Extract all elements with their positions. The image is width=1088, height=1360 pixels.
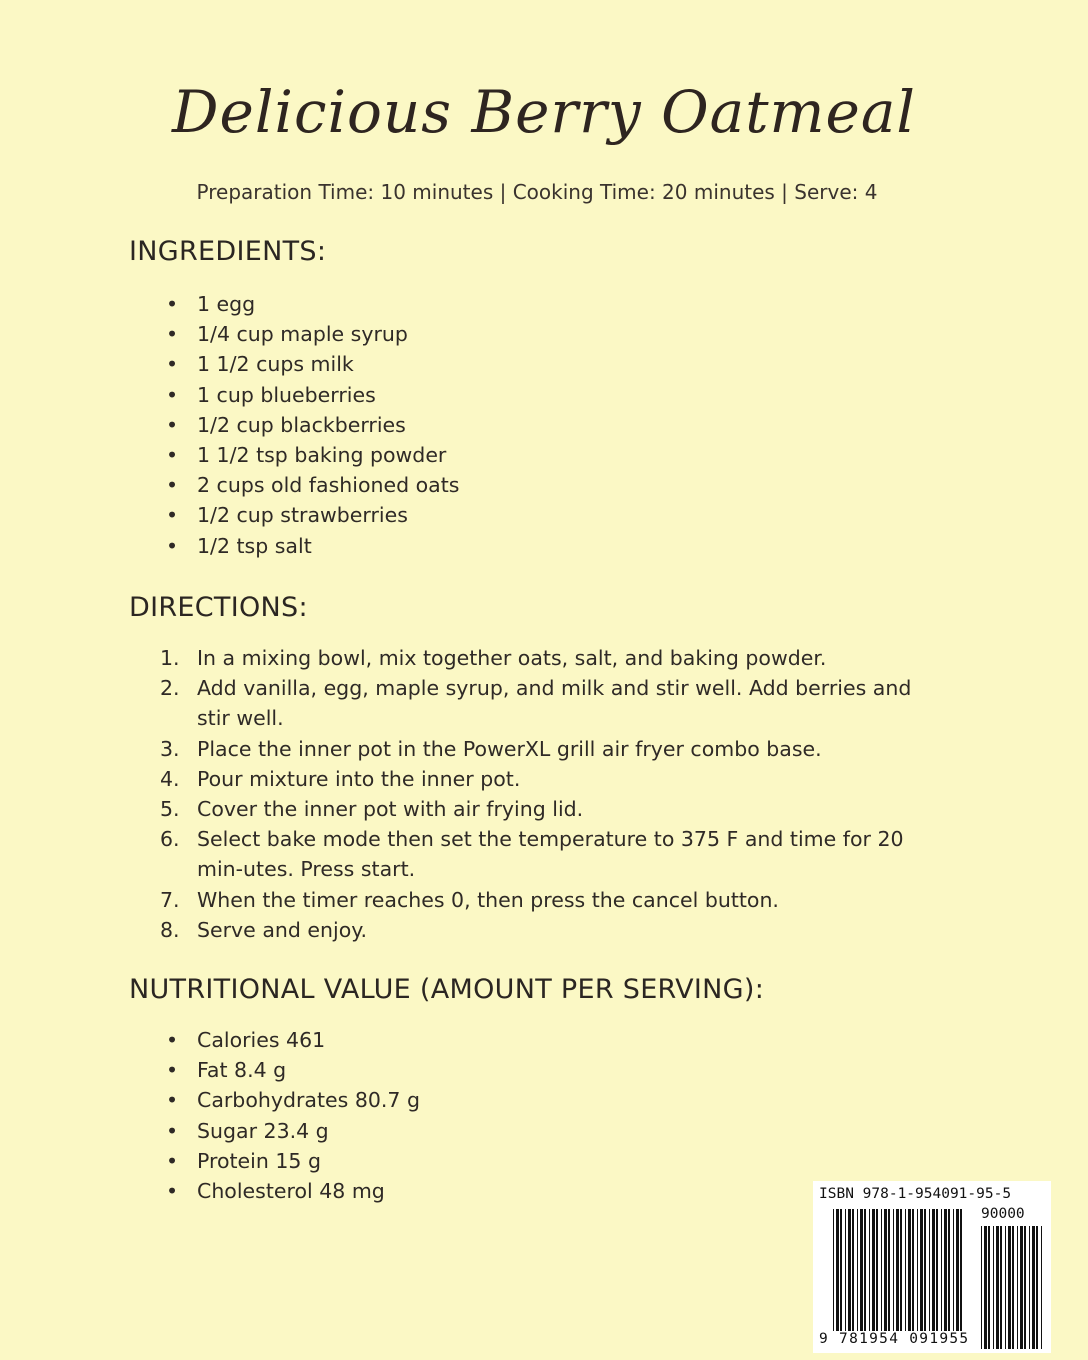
ingredient-item: • 1 egg	[160, 289, 459, 319]
bullet-icon: •	[166, 1148, 179, 1173]
bullet-icon: •	[166, 352, 179, 377]
nutrition-item: • Calories 461	[160, 1025, 420, 1055]
ingredient-item: • 1/2 cup blackberries	[160, 410, 459, 440]
direction-step: 5. Cover the inner pot with air frying lid.	[160, 794, 942, 824]
step-number: 5.	[160, 796, 180, 821]
nutrition-item: • Sugar 23.4 g	[160, 1116, 420, 1146]
nutrition-list	[160, 1025, 420, 1206]
bullet-icon: •	[166, 442, 179, 467]
bullet-icon: •	[166, 412, 179, 437]
bullet-icon: •	[166, 533, 179, 558]
nutrition-heading: NUTRITIONAL VALUE (AMOUNT PER SERVING):	[129, 974, 765, 1005]
step-number: 1.	[160, 646, 180, 670]
nutrition-item: • Cholesterol 48 mg	[160, 1176, 420, 1206]
bullet-icon: •	[166, 382, 179, 407]
ingredient-item: • 1 cup blueberries	[160, 380, 459, 410]
direction-step: 4. Pour mixture into the inner pot.	[160, 764, 942, 794]
bullet-icon: •	[166, 1058, 179, 1083]
ingredients-list	[160, 289, 459, 561]
bullet-icon: •	[166, 1088, 179, 1113]
ingredient-item: • 1/2 tsp salt	[160, 531, 459, 561]
step-number: 3.	[160, 736, 180, 761]
bullet-icon: •	[166, 1178, 179, 1203]
bullet-icon: •	[166, 503, 179, 528]
isbn-digits: 9 781954 091955	[819, 1331, 970, 1347]
ingredient-item: • 1/2 cup strawberries	[160, 500, 459, 530]
isbn-addon-digits: 90000	[981, 1206, 1025, 1222]
direction-step: 8. Serve and enjoy.	[160, 915, 942, 945]
direction-step: 2. Add vanilla, egg, maple syrup, and milk and stir well. Add berries and stir well.	[160, 673, 942, 733]
directions-list	[160, 643, 942, 945]
nutrition-item: • Carbohydrates 80.7 g	[160, 1085, 420, 1115]
direction-step: 1. In a mixing bowl, mix together oats, salt, and baking powder.	[160, 643, 942, 673]
step-number: 4.	[160, 766, 180, 791]
recipe-title: Delicious Berry Oatmeal	[172, 78, 916, 146]
ingredients-heading: INGREDIENTS:	[129, 236, 327, 267]
step-number: 6.	[160, 827, 180, 852]
bullet-icon: •	[166, 292, 179, 316]
isbn-barcode	[813, 1181, 1051, 1353]
nutrition-item: • Fat 8.4 g	[160, 1055, 420, 1085]
directions-heading: DIRECTIONS:	[129, 592, 308, 623]
bullet-icon: •	[166, 1028, 179, 1052]
direction-step: 6. Select bake mode then set the temperature to 375 F and time for 20 min-utes. Press start.	[160, 824, 942, 884]
bullet-icon: •	[166, 322, 179, 347]
step-number: 2.	[160, 676, 180, 701]
isbn-label: ISBN 978-1-954091-95-5	[819, 1186, 1012, 1202]
nutrition-item: • Protein 15 g	[160, 1146, 420, 1176]
ingredient-item: • 1 1/2 tsp baking powder	[160, 440, 459, 470]
ingredient-item: • 1 1/2 cups milk	[160, 349, 459, 379]
direction-step: 3. Place the inner pot in the PowerXL grill air fryer combo base.	[160, 734, 942, 764]
bullet-icon: •	[166, 1118, 179, 1143]
bullet-icon: •	[166, 473, 179, 498]
direction-step: 7. When the timer reaches 0, then press the cancel button.	[160, 885, 942, 915]
ingredient-item: • 1/4 cup maple syrup	[160, 319, 459, 349]
step-number: 7.	[160, 887, 180, 912]
step-number: 8.	[160, 917, 180, 942]
recipe-meta: Preparation Time: 10 minutes | Cooking Time: 20 minutes | Serve: 4	[196, 180, 878, 204]
ingredient-item: • 2 cups old fashioned oats	[160, 470, 459, 500]
